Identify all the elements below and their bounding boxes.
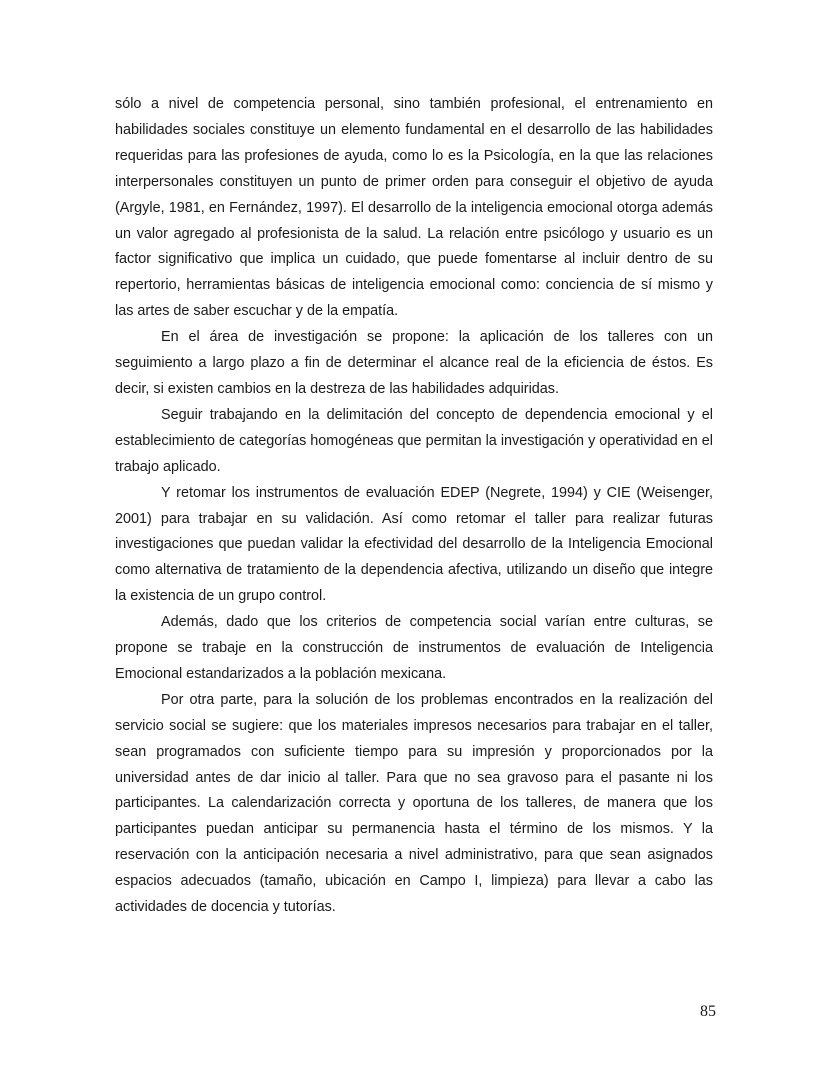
paragraph-4: Y retomar los instrumentos de evaluación EDEP (Negrete, 1994) y CIE (Weisenger, 2001) para trabajar en su validación. Así como retomar el taller para realizar futuras investigaciones que puedan validar la efectividad del desarrollo de la Inteligencia Emocional como alternativa de tratamiento de la dependencia afectiva, utilizando un diseño que integre la existencia de un grupo control. [115, 484, 713, 605]
paragraph-5: Además, dado que los criterios de competencia social varían entre culturas, se propone se trabaje en la construcción de instrumentos de evaluación de Inteligencia Emocional estandarizados a la población mexicana. [115, 614, 713, 682]
paragraph-1: sólo a nivel de competencia personal, sino también profesional, el entrenamiento en habilidades sociales constituye un elemento fundamental en el desarrollo de las habilidades requeridas para las profesiones de ayuda, como lo es la Psicología, en la que las relaciones interpersonales constituyen un punto de primer orden para conseguir el objetivo de ayuda (Argyle, 1981, en Fernández, 1997). El desarrollo de la inteligencia emocional otorga además un valor agregado al profesionista de la salud. La relación entre psicólogo y usuario es un factor significativo que implica un cuidado, que puede fomentarse al incluir dentro de su repertorio, herramientas básicas de inteligencia emocional como: conciencia de sí mismo y las artes de saber escuchar y de la empatía. [115, 96, 713, 320]
paragraph-3: Seguir trabajando en la delimitación del concepto de dependencia emocional y el establecimiento de categorías homogéneas que permitan la investigación y operatividad en el trabajo aplicado. [115, 406, 713, 475]
page-number: 85 [700, 1003, 716, 1020]
paragraph-6: Por otra parte, para la solución de los problemas encontrados en la realización del servicio social se sugiere: que los materiales impresos necesarios para trabajar en el taller, sean programados con suficiente tiempo para su impresión y proporcionados por la universidad antes de dar inicio al taller. Para que no sea gravoso para el pasante ni los participantes. La calendarización correcta y oportuna de los talleres, de manera que los participantes puedan anticipar su permanencia hasta el término de los mismos. Y la reservación con la anticipación necesaria a nivel administrativo, para que sean asignados espacios adecuados (tamaño, ubicación en Campo I, limpieza) para llevar a cabo las actividades de docencia y tutorías. [115, 691, 713, 916]
paragraph-2: En el área de investigación se propone: la aplicación de los talleres con un seguimiento a largo plazo a fin de determinar el alcance real de la eficiencia de éstos. Es decir, si existen cambios en la destreza de las habilidades adquiridas. [115, 329, 713, 397]
body-text [115, 92, 713, 921]
